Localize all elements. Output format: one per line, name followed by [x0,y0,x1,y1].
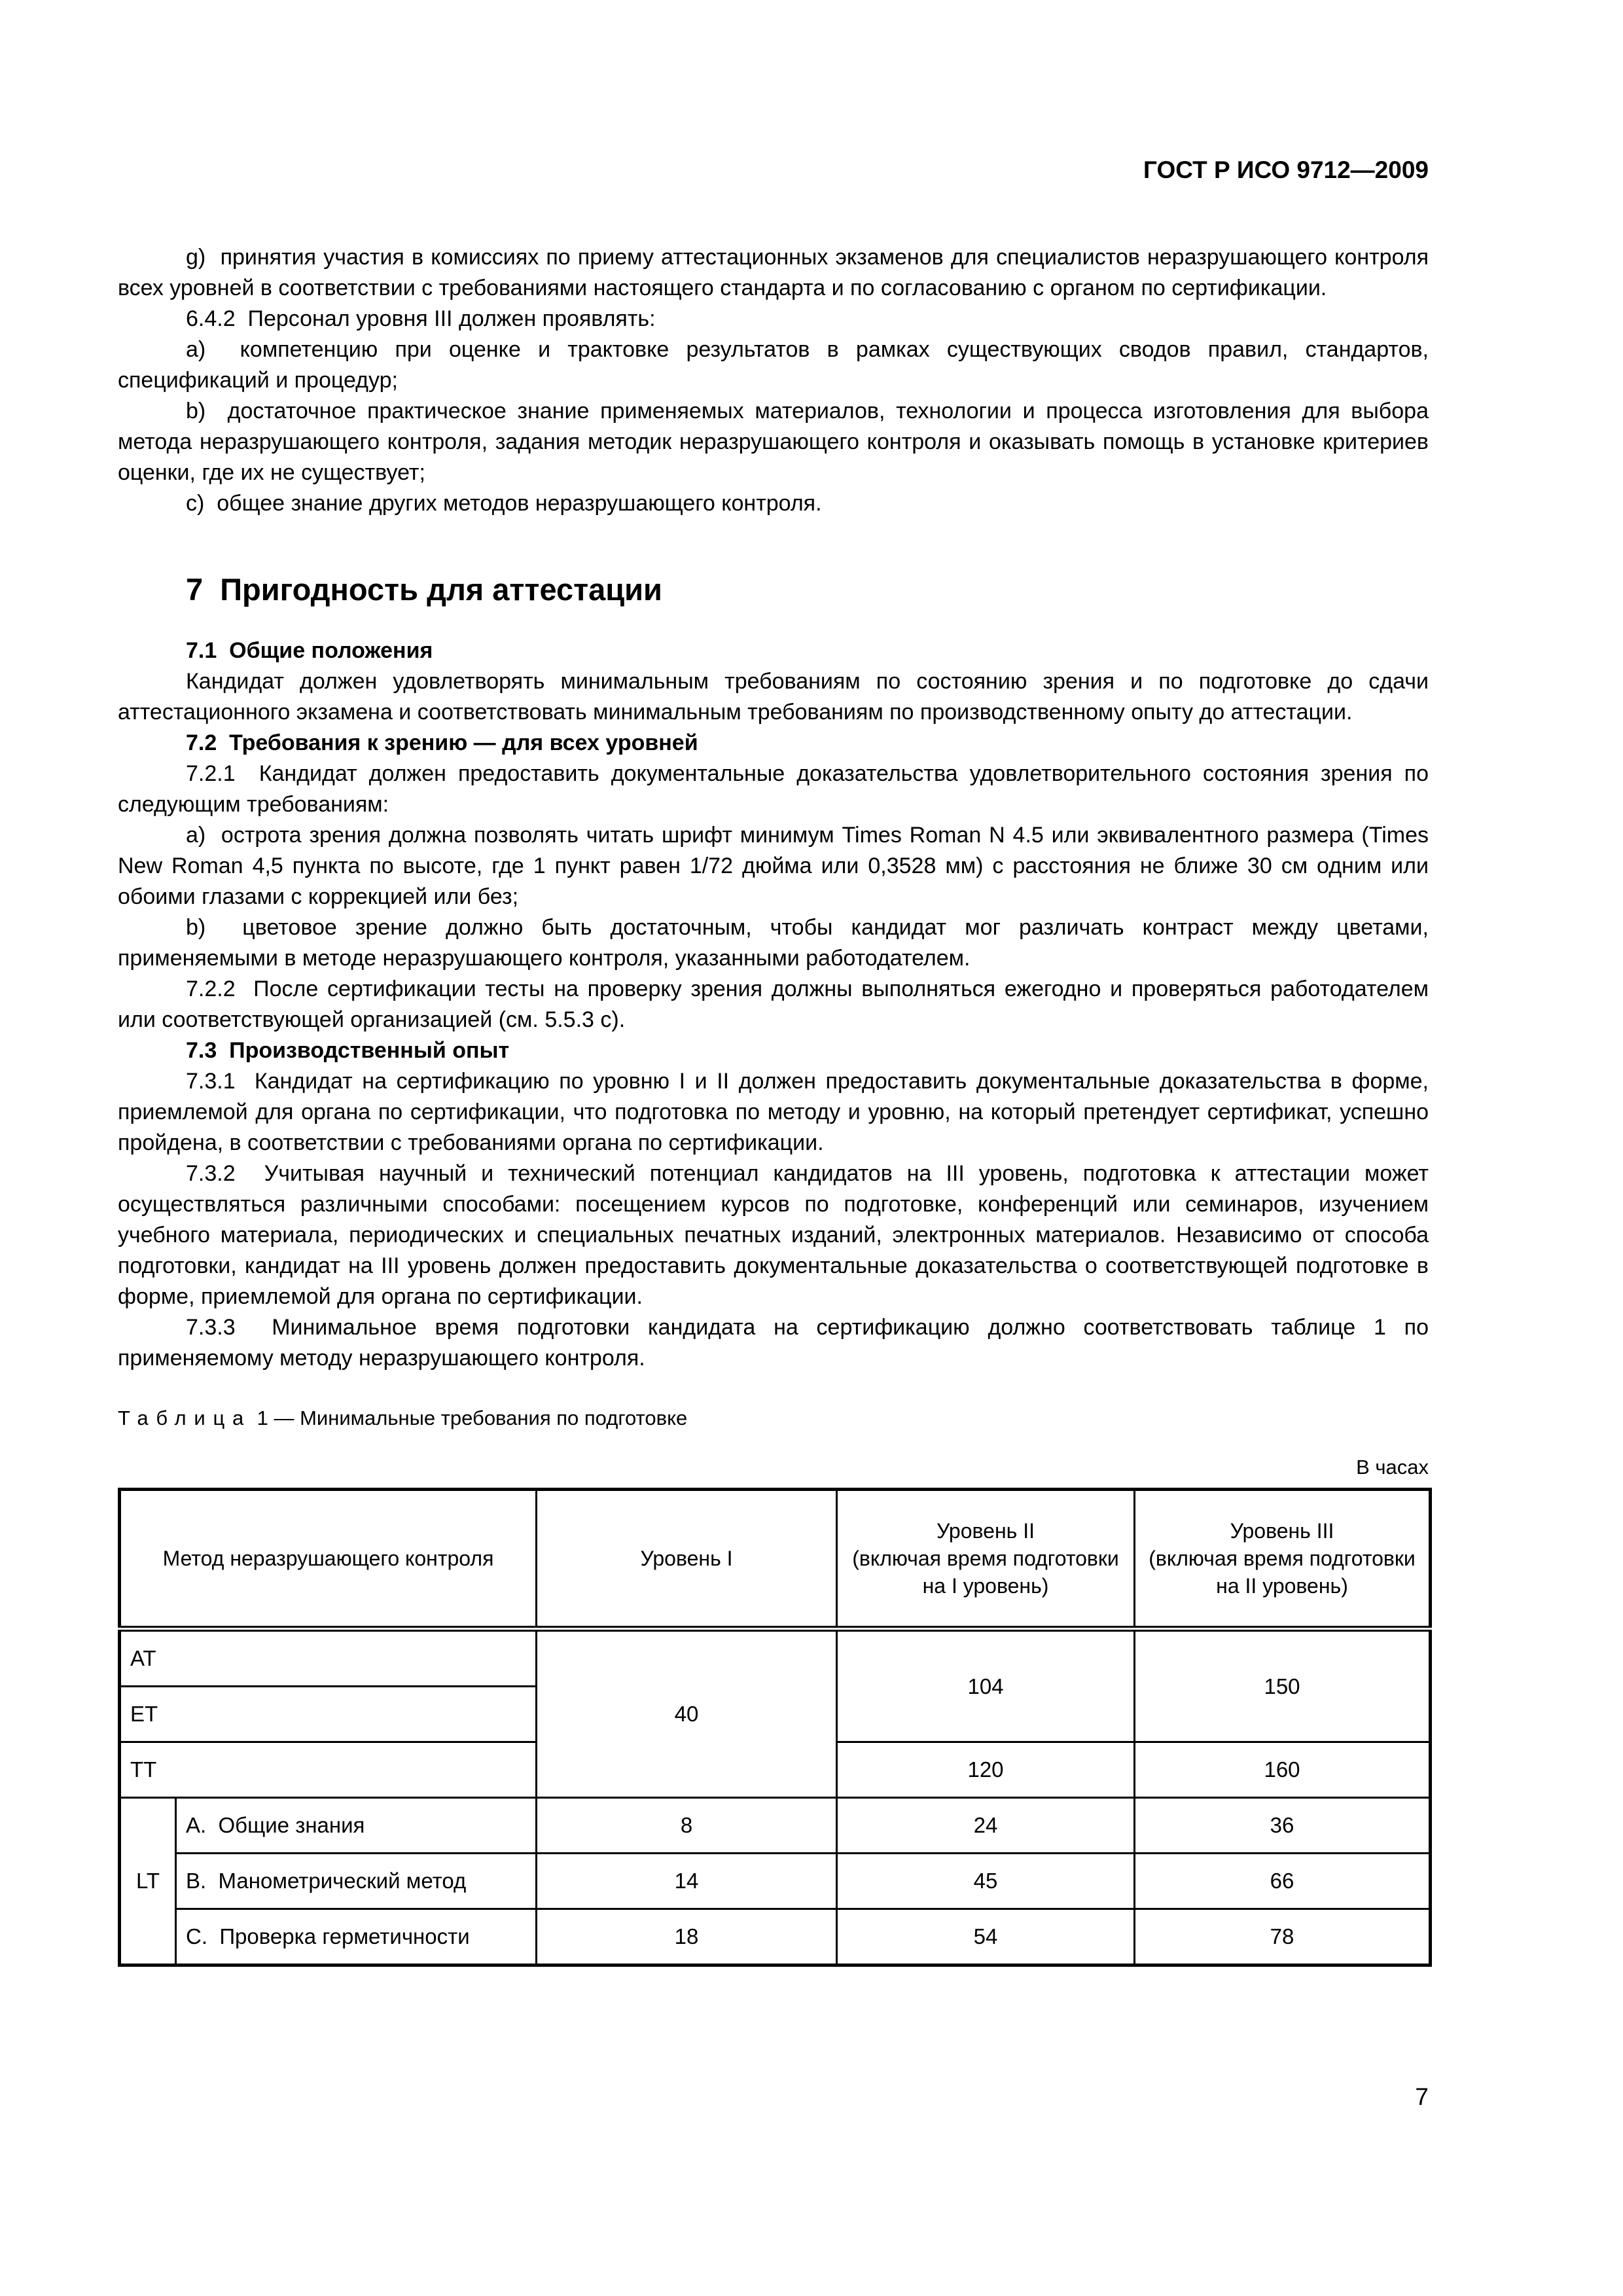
table-units-note: В часах [1356,1456,1429,1479]
table-caption-label: Таблица [118,1407,252,1429]
section-7-heading: 7 Пригодность для аттестации [186,572,662,607]
cell-lt-b-name: В. Манометрический метод [176,1854,537,1909]
para-b: b) достаточное практическое знание применяемых материалов, технологии и процесса изготовления для выбора метода неразрушающего контроля, задания методик неразрушающего контроля и оказывать помощь в установке критериев оценки, где их не существует; [118,399,1429,485]
cell-tt-label: ТТ [120,1742,537,1798]
cell-lt-b-l2: 45 [837,1854,1135,1909]
section-7-2-heading: 7.2 Требования к зрению — для всех уровней [186,730,698,755]
cell-lt-a-l2: 24 [837,1798,1135,1854]
table-row-lt-b [120,1854,1431,1909]
header-level3 [1135,1490,1431,1629]
table-row-at [120,1629,1431,1687]
table-row-lt-c [120,1909,1431,1965]
cell-lt-c-l3: 78 [1135,1909,1431,1965]
para-g: g) принятия участия в комиссиях по приему аттестационных экзаменов для специалистов неразрушающего контроля всех уровней в соответствии с требованиями настоящего стандарта и по согласованию с органом по сертификации. [118,245,1429,300]
para-7-2-1: 7.2.1 Кандидат должен предоставить документальные доказательства удовлетворительного состояния зрения по следующим требованиям: [118,761,1429,817]
header-level2-title: Уровень II [936,1519,1035,1543]
para-7-1: Кандидат должен удовлетворять минимальным требованиям по состоянию зрения и по подготовке до сдачи аттестационного экзамена и соответствовать минимальным требованиям по производственному опыту до аттестации. [118,669,1429,725]
section-7-1-heading: 7.1 Общие положения [186,638,433,663]
table-caption [118,1405,1429,1431]
cell-lt-a-l3: 36 [1135,1798,1431,1854]
para-7-2-a: a) острота зрения должна позволять читать шрифт минимум Times Roman N 4.5 или эквивалентного размера (Times New Roman 4,5 пункта по высоте, где 1 пункт равен 1/72 дюйма или 0,3528 мм) с расстояния не ближе 30 см одним или обоими глазами с коррекцией или без; [118,823,1429,909]
cell-at-label: АТ [120,1629,537,1687]
doc-code-header: ГОСТ Р ИСО 9712—2009 [1143,156,1429,183]
para-7-3-2: 7.3.2 Учитывая научный и технический потенциал кандидатов на III уровень, подготовка к аттестации может осуществляться различными способами: посещением курсов по подготовке, конференций или семинаров, изучением учебного материала, периодических и специальных печатных изданий, электронных материалов. Независимо от способа подготовки, кандидат на III уровень должен предоставить документальные доказательства о соответствующей подготовке в форме, приемлемой для органа по сертификации. [118,1161,1429,1309]
training-requirements-table [118,1488,1432,1967]
cell-level2-tt: 120 [837,1742,1135,1798]
cell-lt-a-name: А. Общие знания [176,1798,537,1854]
para-c: c) общее знание других методов неразрушающего контроля. [186,491,822,516]
cell-lt-b-l3: 66 [1135,1854,1431,1909]
cell-lt-b-l1: 14 [537,1854,837,1909]
cell-lt-c-l2: 54 [837,1909,1135,1965]
page-content [118,0,1429,1967]
header-level3-title: Уровень III [1230,1519,1334,1543]
cell-level2-at-et: 104 [837,1629,1135,1742]
header-method: Метод неразрушающего контроля [120,1490,537,1629]
para-a: a) компетенцию при оценке и трактовке результатов в рамках существующих сводов правил, стандартов, спецификаций и процедур; [118,337,1429,393]
para-7-2-b: b) цветовое зрение должно быть достаточным, чтобы кандидат мог различать контраст между цветами, применяемыми в методе неразрушающего контроля, указанными работодателем. [118,915,1429,971]
body-text-block [118,242,1429,1967]
page-number: 7 [1415,2083,1429,2110]
para-7-3-1: 7.3.1 Кандидат на сертификацию по уровню I и II должен предоставить документальные доказательства в форме, приемлемой для органа по сертификации, что подготовка по методу и уровню, на который претендует сертификат, успешно пройдена, в соответствии с требованиями органа по сертификации. [118,1069,1429,1155]
section-7-3-heading: 7.3 Производственный опыт [186,1038,510,1063]
cell-et-label: ЕТ [120,1687,537,1742]
para-7-3-3: 7.3.3 Минимальное время подготовки кандидата на сертификацию должно соответствовать таблице 1 по применяемому методу неразрушающего контроля. [118,1315,1429,1371]
header-level1: Уровень I [537,1490,837,1629]
para-7-2-2: 7.2.2 После сертификации тесты на проверку зрения должны выполняться ежегодно и проверяться работодателем или соответствующей организацией (см. 5.5.3 c). [118,977,1429,1032]
para-6-4-2: 6.4.2 Персонал уровня III должен проявлять: [186,306,656,331]
cell-lt-c-name: С. Проверка герметичности [176,1909,537,1965]
cell-level1-at-et-tt: 40 [537,1629,837,1798]
cell-level3-tt: 160 [1135,1742,1431,1798]
cell-lt-c-l1: 18 [537,1909,837,1965]
cell-level3-at-et: 150 [1135,1629,1431,1742]
header-level2 [837,1490,1135,1629]
header-level3-sub: (включая время подготовки на II уровень) [1149,1547,1416,1598]
table-row-lt-a [120,1798,1431,1854]
cell-lt-label: LT [120,1798,176,1965]
cell-lt-a-l1: 8 [537,1798,837,1854]
table-header-row [120,1490,1431,1629]
table-caption-rest: 1 — Минимальные требования по подготовке [257,1407,688,1429]
header-level2-sub: (включая время подготовки на I уровень) [852,1547,1119,1598]
